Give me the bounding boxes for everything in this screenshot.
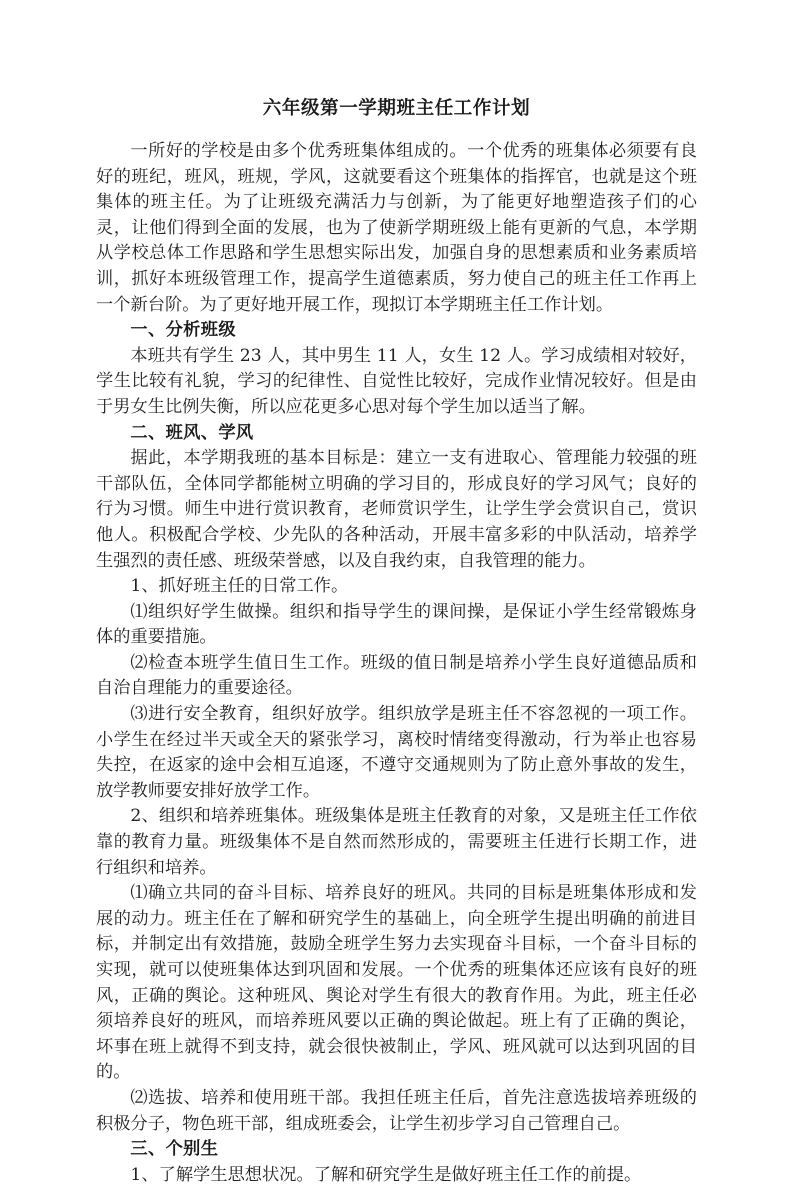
- section-heading: 一、分析班级: [130, 320, 236, 341]
- body-paragraph: 据此，本学期我班的基本目标是：建立一支有进取心、管理能力较强的班干部队伍，全体同学都能树立明确的学习目的，形成良好的学习风气；良好的行为习惯。师生中进行赏识教育，老师赏识学生，让学生学会赏识自己，赏识他人。积极配合学校、少先队的各种活动，开展丰富多彩的中队活动，培养学生强烈的责任感、班级荣誉感，以及自我约束，自我管理的能力。: [96, 448, 697, 571]
- body-paragraph: 一所好的学校是由多个优秀班集体组成的。一个优秀的班集体必须要有良好的班纪，班风，班规，学风，这就要看这个班集体的指挥官，也就是这个班集体的班主任。为了让班级充满活力与创新，为了能更好地塑造孩子们的心灵，让他们得到全面的发展，也为了使新学期班级上能有更新的气息，本学期从学校总体工作思路和学生思想实际出发，加强自身的思想素质和业务素质培训，抓好本班级管理工作，提高学生道德素质，努力使自己的班主任工作再上一个新台阶。为了更好地开展工作，现拟订本学期班主任工作计划。: [96, 141, 697, 315]
- section-heading: 三、个别生: [130, 1139, 219, 1160]
- body-paragraph: 1、了解学生思想状况。了解和研究学生是做好班主任工作的前提。: [130, 1164, 642, 1185]
- body-paragraph: 2、组织和培养班集体。班级集体是班主任教育的对象，又是班主任工作依靠的教育力量。班级集体不是自然而然形成的，需要班主任进行长期工作，进行组织和培养。: [96, 806, 697, 878]
- body-paragraph: ⑴组织好学生做操。组织和指导学生的课间操，是保证小学生经常锻炼身体的重要措施。: [96, 601, 697, 648]
- document-blocks: [96, 139, 697, 1188]
- section-heading: 二、班风、学风: [130, 422, 254, 443]
- body-paragraph: ⑵检查本班学生值日生工作。班级的值日制是培养小学生良好道德品质和自治自理能力的重要途径。: [96, 652, 697, 699]
- body-paragraph: 1、抓好班主任的日常工作。: [130, 576, 349, 597]
- body-paragraph: 本班共有学生 23 人，其中男生 11 人，女生 12 人。学习成绩相对较好，学生比较有礼貌，学习的纪律性、自觉性比较好，完成作业情况较好。但是由于男女生比例失衡，所以应花更多心思对每个学生加以适当了解。: [96, 345, 697, 417]
- body-paragraph: ⑵选拔、培养和使用班干部。我担任班主任后，首先注意选拔培养班级的积极分子，物色班干部，组成班委会，让学生初步学习自己管理自己。: [96, 1087, 697, 1134]
- page-title: 六年级第一学期班主任工作计划: [262, 98, 531, 119]
- document-body: [96, 96, 697, 1188]
- body-paragraph: ⑶进行安全教育，组织好放学。组织放学是班主任不容忽视的一项工作。小学生在经过半天或全天的紧张学习，离校时情绪变得激动，行为举止也容易失控，在返家的途中会相互追逐，不遵守交通规则为了防止意外事故的发生，放学教师要安排好放学工作。: [96, 704, 697, 801]
- body-paragraph: ⑴确立共同的奋斗目标、培养良好的班风。共同的目标是班集体形成和发展的动力。班主任在了解和研究学生的基础上，向全班学生提出明确的前进目标，并制定出有效措施，鼓励全班学生努力去实现奋斗目标，一个奋斗目标的实现，就可以使班集体达到巩固和发展。一个优秀的班集体还应该有良好的班风，正确的舆论。这种班风、舆论对学生有很大的教育作用。为此，班主任必须培养良好的班风，而培养班风要以正确的舆论做起。班上有了正确的舆论，坏事在班上就得不到支持，就会很快被制止，学风、班风就可以达到巩固的目的。: [96, 883, 697, 1083]
